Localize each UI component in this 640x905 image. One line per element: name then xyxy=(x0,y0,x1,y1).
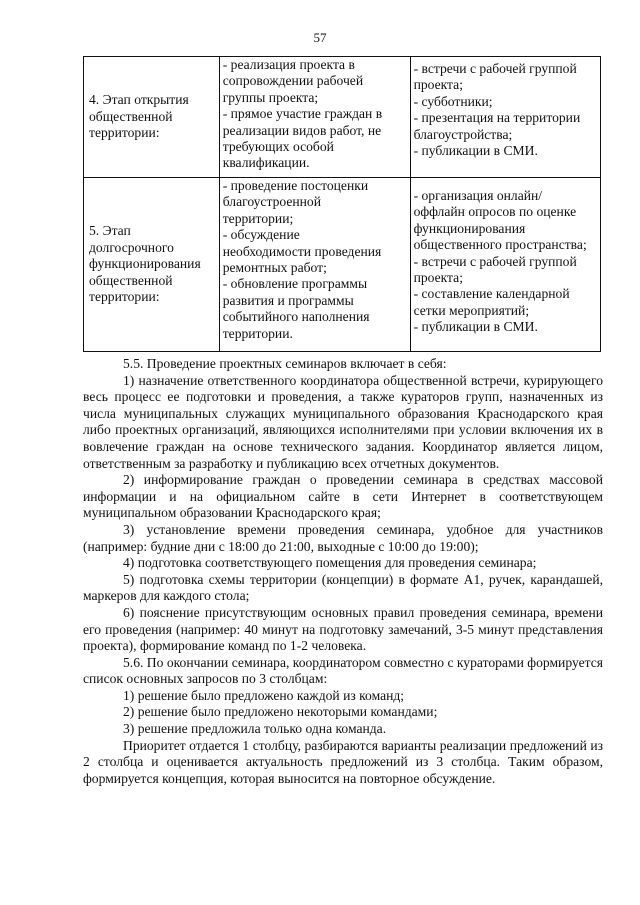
stage-activities-cell xyxy=(219,57,410,178)
list-item: 2) информирование граждан о проведении семинара в средствах массовой информации и на официальном сайте в сети Интернет в соответствующем муниципальном образовании Краснодарского края; xyxy=(83,472,603,521)
form-line: - публикации в СМИ. xyxy=(413,319,538,335)
form-line: - публикации в СМИ. xyxy=(413,143,538,159)
form-line: - встречи с рабочей группой xyxy=(413,253,577,269)
form-line: - организация онлайн/ xyxy=(413,188,543,203)
activity-line: развития и программы xyxy=(222,292,354,308)
section-5-6-intro: 5.6. По окончании семинара, координатором совместно с кураторами формируется список основных запросов по 3 столбцам: xyxy=(83,654,603,687)
activity-line: квалификации. xyxy=(222,155,310,171)
stage-activities-cell xyxy=(219,178,410,352)
page-number: 57 xyxy=(313,30,327,45)
form-line: благоустройства; xyxy=(413,126,513,142)
form-line: оффлайн опросов по оценке xyxy=(413,204,577,220)
activity-line: - обновление программы xyxy=(222,276,368,292)
stage-name: 4. Этап открытия общественной территории: xyxy=(89,92,189,141)
activity-line: - прямое участие граждан в xyxy=(222,106,383,122)
stages-table xyxy=(83,56,601,352)
list-item: 3) установление времени проведения семинара, удобное для участников (например: будние дни с 18:00 до 21:00, выходные с 10:00 до 19:00); xyxy=(83,521,603,554)
form-line: - субботники; xyxy=(413,93,493,109)
document-body xyxy=(83,356,603,787)
table-row xyxy=(84,57,601,178)
form-line: сетки мероприятий; xyxy=(413,302,530,318)
list-item: 1) решение было предложено каждой из команд; xyxy=(123,687,405,703)
stage-name-cell xyxy=(84,178,220,352)
activity-line: реализации видов работ, не xyxy=(222,122,382,138)
stage-name-cell xyxy=(84,57,220,178)
form-line: проекта; xyxy=(413,270,463,286)
activity-line: группы проекта; xyxy=(222,89,319,105)
activity-line: требующих особой xyxy=(222,139,334,155)
list-item: 5) подготовка схемы территории (концепции) в формате А1, ручек, карандашей, маркеров для каждого стола; xyxy=(83,571,603,604)
stage-name: 5. Этап долгосрочного функционирования общественной территории: xyxy=(89,223,201,305)
list-item: 4) подготовка соответствующего помещения для проведения семинара; xyxy=(123,555,537,571)
form-line: функционирования xyxy=(413,220,526,236)
list-item: 2) решение было предложено некоторыми командами; xyxy=(123,704,438,720)
activity-line: - проведение постоценки xyxy=(222,178,369,193)
activity-line: сопровождении рабочей xyxy=(222,73,364,89)
stage-forms-cell xyxy=(410,57,600,178)
section-5-5-intro: 5.5. Проведение проектных семинаров включает в себя: xyxy=(123,356,447,371)
activity-line: - реализация проекта в xyxy=(222,57,355,72)
table-row xyxy=(84,178,601,352)
stage-forms-cell xyxy=(410,178,600,352)
section-5-6-conclusion: Приоритет отдается 1 столбцу, разбираются варианты реализации предложений из 2 столбца и оценивается актуальность предложений из 3 столбца. Таким образом, формируется концепция, которая выносится на повторное обсуждение. xyxy=(83,737,603,786)
activity-line: ремонтных работ; xyxy=(222,260,327,276)
activity-line: территории. xyxy=(222,325,293,341)
list-item: 3) решение предложила только одна команда. xyxy=(123,721,387,737)
activity-line: событийного наполнения xyxy=(222,309,370,325)
activity-line: необходимости проведения xyxy=(222,243,382,259)
form-line: - встречи с рабочей группой xyxy=(413,61,577,76)
activity-line: благоустроенной xyxy=(222,194,321,210)
form-line: - составление календарной xyxy=(413,286,570,302)
activity-line: - обсуждение xyxy=(222,227,300,243)
list-item: 6) пояснение присутствующим основных правил проведения семинара, времени его проведения (например: 40 минут на подготовку замечаний, 3-5 минут представления проекта), формирование команд по 1-2 человека. xyxy=(83,604,603,654)
form-line: общественного пространства; xyxy=(413,237,587,253)
form-line: проекта; xyxy=(413,77,463,93)
activity-line: территории; xyxy=(222,210,294,226)
form-line: - презентация на территории xyxy=(413,110,581,126)
list-item: 1) назначение ответственного координатора общественной встречи, курирующего весь процесс ее подготовки и проведения, а также кураторов групп, назначенных из числа муниципальных служащих муниципального образования Краснодарского края либо проектных организаций, являющихся исполнителями при условии включения их в вовлечение граждан на основе технического задания. Координатор является лицом, ответственным за разработку и публикацию всех отчетных документов. xyxy=(83,372,603,471)
